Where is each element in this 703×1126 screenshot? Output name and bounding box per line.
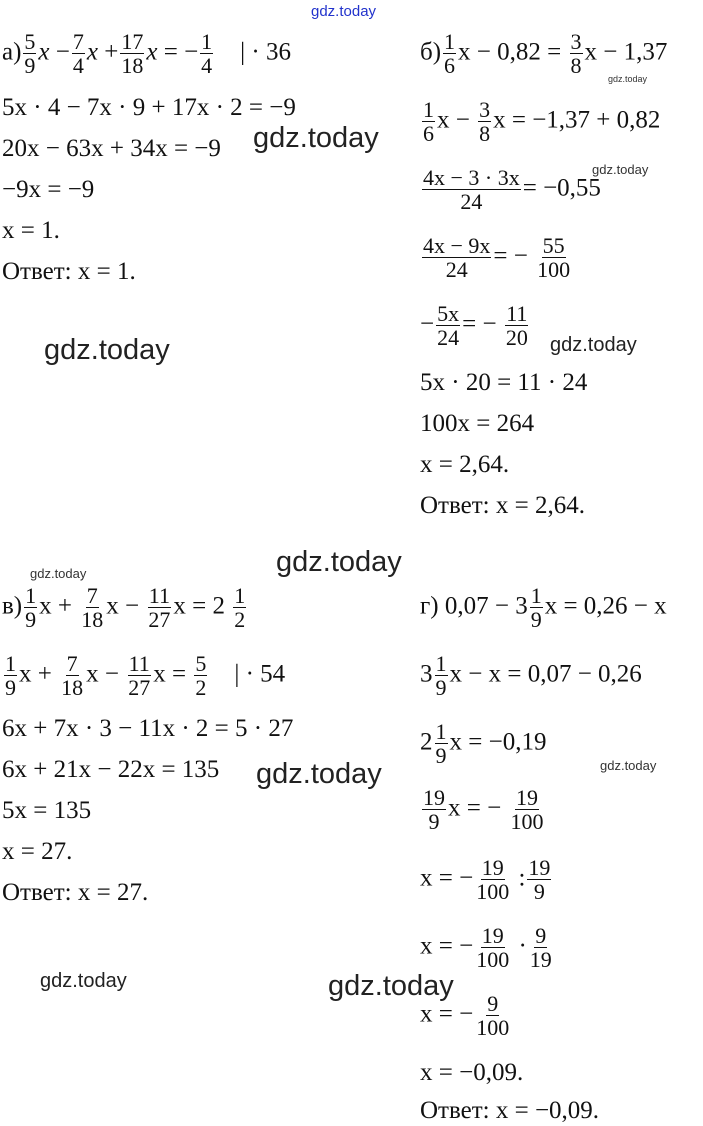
watermark: gdz.today: [40, 970, 127, 992]
problem-a-step: 20x − 63x + 34x = −9: [2, 135, 221, 162]
problem-b-equation: б) $\frac{1}{6}$ x − 0,82 = $\frac{3}{8}$ x − 1,37: [420, 29, 668, 79]
problem-a-answer: Ответ: x = 1.: [2, 258, 136, 285]
problem-v-answer: Ответ: x = 27.: [2, 879, 149, 906]
problem-a-equation: а) $\frac{5}{9}$ x − $\frac{7}{4}$ x + $\frac{17}{18}$ x = − $\frac{1}{4}$ | · 36: [2, 29, 292, 79]
problem-g-step: 2 $\frac{1}{9}$ x = −0,19: [420, 719, 547, 769]
problem-a-step: −9x = −9: [2, 176, 95, 203]
problem-g-step: $\frac{19}{9}$ x = − $\frac{19}{100}$: [423, 785, 544, 835]
problem-v-step: 5x = 135: [2, 797, 92, 824]
watermark: gdz.today: [44, 334, 170, 366]
problem-g-step: x = − $\frac{19}{100}$ : $\frac{19}{9}$: [420, 855, 551, 905]
problem-v-equation: в) $\frac{1}{9}$ x + $\frac{7}{18}$ x − $\frac{11}{27}$ x = 2 $\frac{1}{2}$: [2, 583, 246, 633]
watermark: gdz.today: [328, 970, 454, 1002]
problem-v-step: x = 27.: [2, 838, 73, 865]
problem-g-step: x = − $\frac{9}{100}$: [420, 991, 510, 1041]
problem-v-step: 6x + 21x − 22x = 135: [2, 756, 220, 783]
problem-g-step: x = −0,09.: [420, 1059, 524, 1086]
problem-a-step: x = 1.: [2, 217, 60, 244]
watermark-top: gdz.today: [311, 3, 377, 20]
watermark: gdz.today: [608, 74, 648, 84]
problem-v-step: $\frac{1}{9}$ x + $\frac{7}{18}$ x − $\frac{11}{27}$ x = $\frac{5}{2}$ | · 54: [5, 651, 286, 701]
watermark: gdz.today: [256, 758, 382, 790]
watermark: gdz.today: [253, 122, 379, 154]
problem-b-step: $\frac{4x - 9x}{24}$ = − $\frac{55}{100}$: [423, 233, 571, 283]
problem-b-step: x = 2,64.: [420, 451, 510, 478]
problem-b-step: 100x = 264: [420, 410, 535, 437]
problem-g-equation: г) 0,07 − 3 $\frac{1}{9}$ x = 0,26 − x: [420, 583, 667, 633]
problem-g-step: x = − $\frac{19}{100}$ · $\frac{9}{19}$: [420, 923, 552, 973]
problem-b-step: $\frac{1}{6}$ x − $\frac{3}{8}$ x = −1,37 + 0,82: [423, 97, 661, 147]
problem-a-step: 5x · 4 − 7x · 9 + 17x · 2 = −9: [2, 94, 296, 121]
watermark: gdz.today: [600, 758, 657, 773]
watermark: gdz.today: [276, 546, 402, 578]
problem-b-step: − $\frac{5x}{24}$ = − $\frac{11}{20}$: [420, 301, 528, 351]
problem-v-step: 6x + 7x · 3 − 11x · 2 = 5 · 27: [2, 715, 294, 742]
problem-g-answer: Ответ: x = −0,09.: [420, 1097, 600, 1124]
watermark: gdz.today: [592, 162, 649, 177]
problem-g-step: 3 $\frac{1}{9}$ x − x = 0,07 − 0,26: [420, 651, 642, 701]
problem-b-answer: Ответ: x = 2,64.: [420, 492, 585, 519]
watermark: gdz.today: [550, 334, 637, 356]
problem-b-step: 5x · 20 = 11 · 24: [420, 369, 588, 396]
watermark: gdz.today: [30, 566, 87, 581]
problem-b-step: $\frac{4x - 3 \cdot 3x}{24}$ = −0,55: [423, 165, 601, 215]
